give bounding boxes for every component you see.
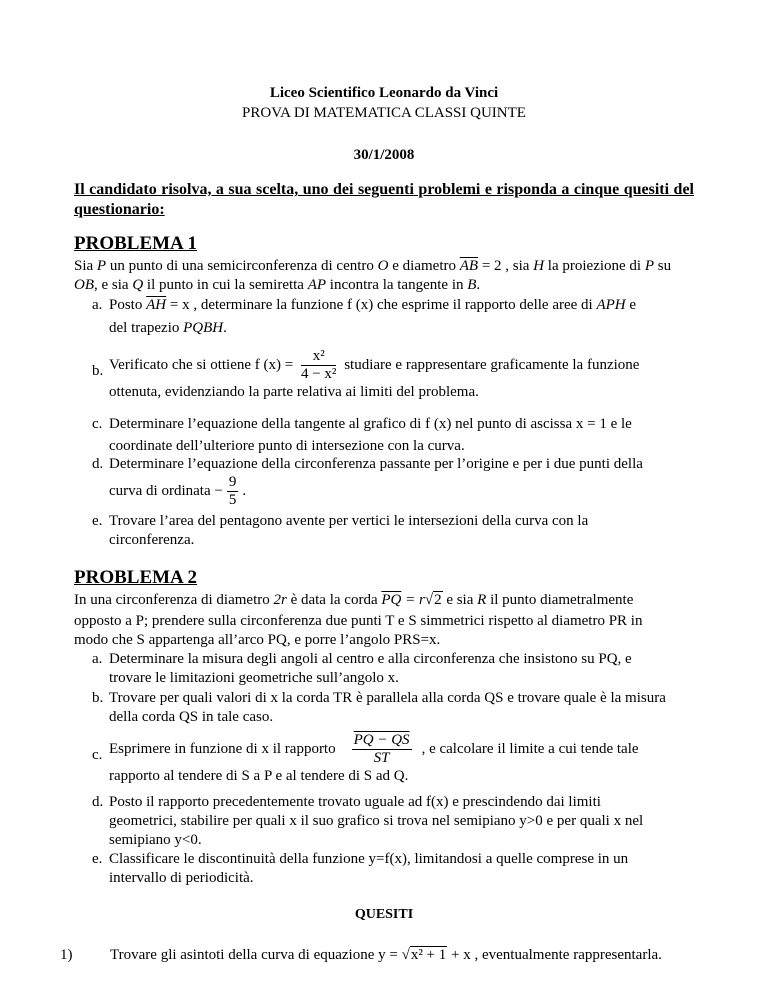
fraction: $\frac{9}{5}$ (228, 474, 237, 508)
problem2-intro-line3: modo che S appartenga all’arco PQ, e porre l’angolo PRS=x. (74, 632, 441, 648)
problem2-intro-line2: opposto a P; prendere sulla circonferenza due punti T e S simmetrici rispetto al diametro PR in (74, 613, 643, 629)
problem1-item-b: b. Verificato che si ottiene f (x) = $\frac{\text{x²}}{\text{4 − x²}}$ studiare e rappresentare graficamente la funzione ottenuta, evidenziando la parte relativa ai limiti del problema. (92, 348, 640, 400)
quesiti-title: QUESITI (354, 907, 414, 922)
problem2-title: PROBLEMA 2 (74, 567, 197, 588)
problem2-item-c: c. Esprimere in funzione di x il rapporto $\frac{PQ - QS}{ST}$ , e calcolare il limite a cui tende tale rapporto al tendere di S a P e al tendere di S ad Q. (92, 732, 639, 784)
instructions: Il candidato risolva, a sua scelta, uno dei seguenti problemi e risponda a cinque quesiti del questionario: (74, 181, 694, 218)
problem1-item-a: a. Posto $\overline{AH} = x$ , determinare la funzione f (x) che esprime il rapporto delle aree di APH e del trapezio PQBH. (92, 297, 637, 336)
problem1-item-d: d. Determinare l’equazione della circonferenza passante per l’origine e per i due punti della curva di ordinata − $\frac{9}{5}$ . (92, 456, 643, 508)
problem1-intro-line2: OB, e sia Q il punto in cui la semiretta AP incontra la tangente in B. (74, 277, 481, 293)
fraction: $\frac{\text{x²}}{\text{4 − x²}}$ (300, 348, 337, 382)
problem1-item-c: c. Determinare l’equazione della tangente al grafico di f (x) nel punto di ascissa x = 1 e le coordinate dell’ulteriore punto di intersezione con la curva. (92, 416, 632, 454)
exam-title: PROVA DI MATEMATICA CLASSI QUINTE (242, 105, 526, 121)
problem2-item-b: b. Trovare per quali valori di x la corda TR è parallela alla corda QS e trovare quale è la misura della corda QS in tale caso. (92, 690, 666, 725)
quesito-1-number: 1) (60, 947, 73, 963)
problem2-item-e: e. Classificare le discontinuità della funzione y=f(x), limitandosi a quelle comprese in un intervallo di periodicità. (92, 851, 629, 886)
school-name: Liceo Scientifico Leonardo da Vinci (269, 85, 499, 101)
problem2-item-a: a. Determinare la misura degli angoli al centro e alla circonferenza che insistono su PQ, e trovare le limitazioni geometriche sull’angolo x. (92, 651, 632, 686)
problem2-intro-line1: In una circonferenza di diametro 2r è data la corda $\overline{PQ} = r√2$ e sia R il punto diametralmente (74, 592, 634, 608)
problem1-item-e: e. Trovare l’area del pentagono avente per vertici le intersezioni della curva con la circonferenza. (92, 513, 589, 548)
exam-date: 30/1/2008 (353, 147, 415, 163)
quesito-1-text: Trovare gli asintoti della curva di equazione y = √x² + 1 + x , eventualmente rappresentarla. (110, 947, 662, 963)
problem1-intro-line1: Sia P un punto di una semicirconferenza di centro O e diametro $\overline{AB} = 2$ , sia H la proiezione di P su (74, 258, 672, 274)
fraction: $\frac{PQ - QS}{ST}$ (353, 732, 410, 766)
problem2-item-d: d. Posto il rapporto precedentemente trovato uguale ad f(x) e prescindendo dai limiti geometrici, stabilire per quali x il suo grafico si trova nel semipiano y>0 e per quali x nel semipiano y<0. (92, 794, 644, 848)
problem1-title: PROBLEMA 1 (74, 233, 197, 254)
